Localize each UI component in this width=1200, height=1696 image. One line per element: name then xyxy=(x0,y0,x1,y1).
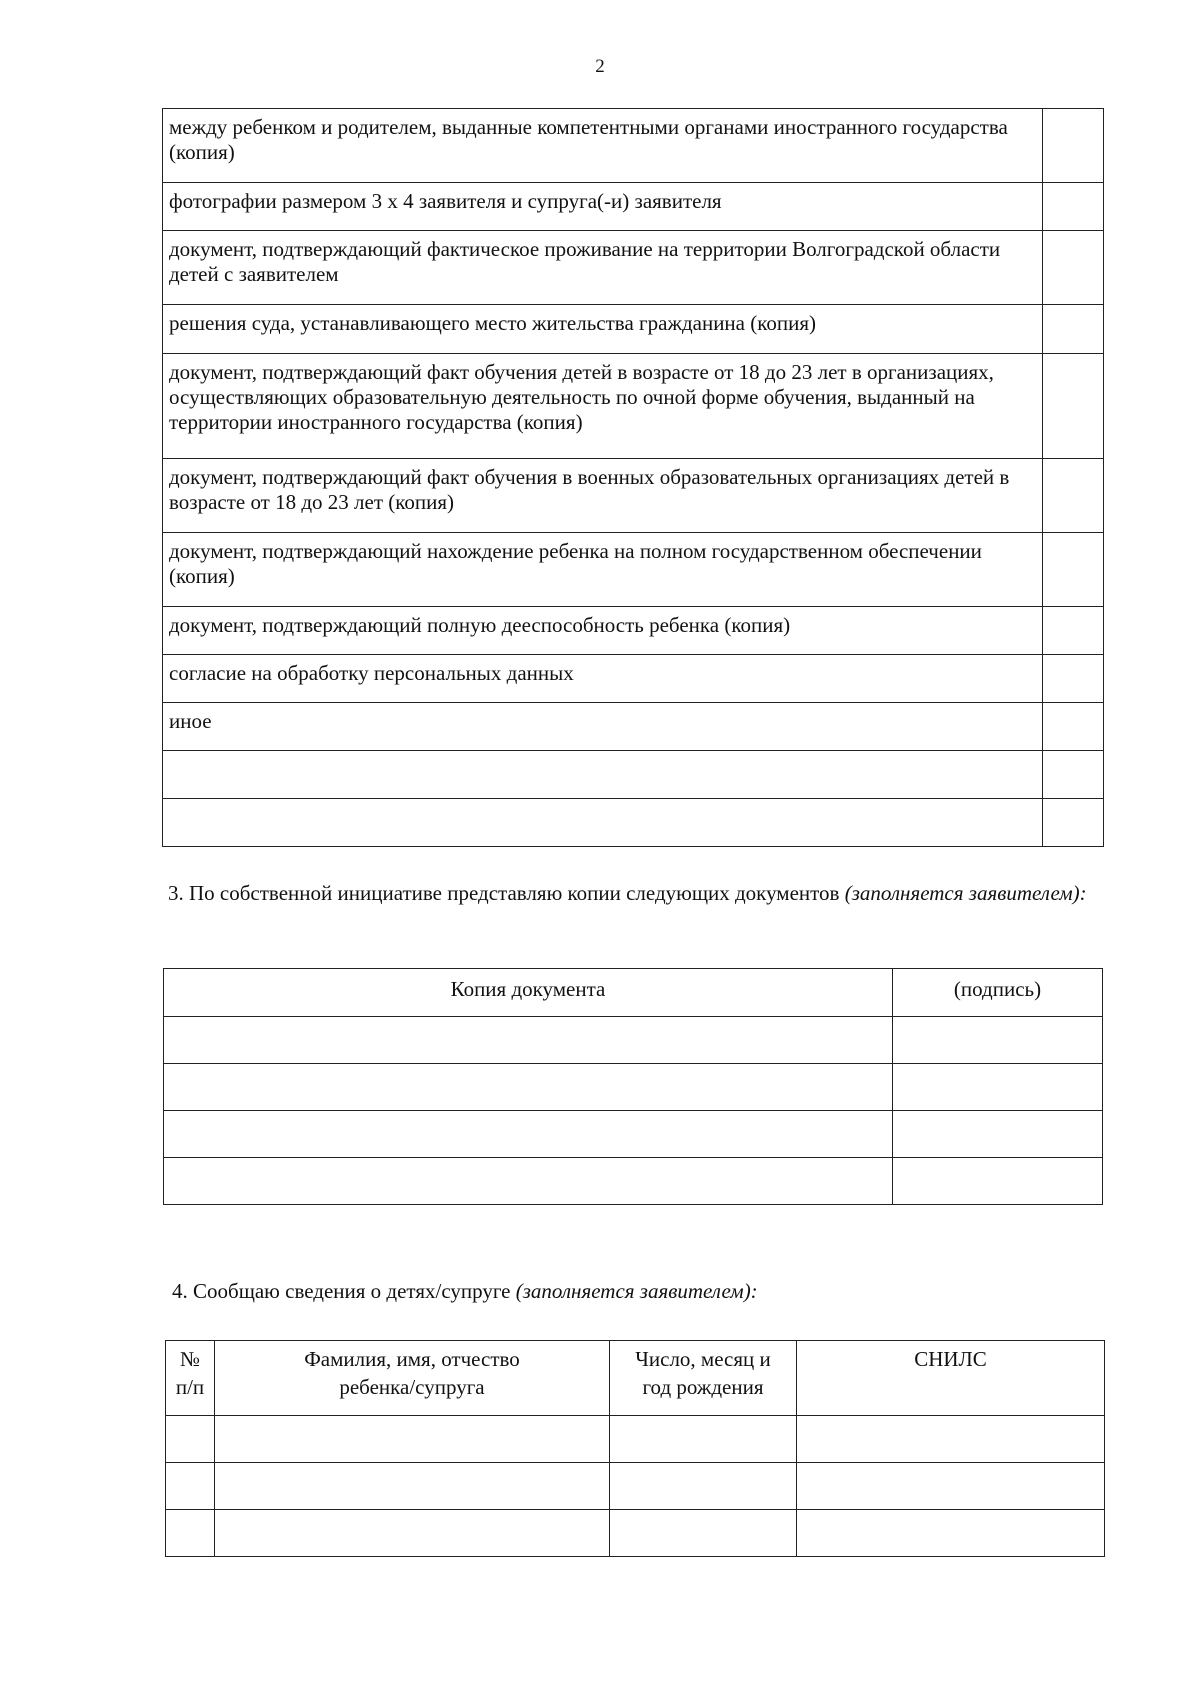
table-row xyxy=(163,799,1104,847)
column-header-document: Копия документа xyxy=(164,969,893,1017)
snils-cell[interactable] xyxy=(797,1416,1105,1463)
checkbox-cell[interactable] xyxy=(1043,655,1104,703)
number-cell[interactable] xyxy=(166,1510,215,1557)
document-name: между ребенком и родителем, выданные компетентными органами иностранного государства (копия) xyxy=(163,109,1043,183)
signature-cell[interactable] xyxy=(893,1064,1103,1111)
section-4-text: 4. Сообщаю сведения о детях/супруге xyxy=(172,1279,511,1303)
table-row xyxy=(166,1463,1105,1510)
checkbox-cell[interactable] xyxy=(1043,305,1104,354)
full-name-cell[interactable] xyxy=(215,1463,610,1510)
table-row xyxy=(163,703,1104,751)
section-3-note: (заполняется заявителем): xyxy=(844,881,1087,905)
documents-table xyxy=(162,108,1104,847)
document-cell[interactable] xyxy=(164,1064,893,1111)
section-3-text: 3. По собственной инициативе представляю копии следующих документов xyxy=(168,881,840,905)
checkbox-cell[interactable] xyxy=(1043,183,1104,231)
header-line: п/п xyxy=(175,1375,205,1399)
table-row xyxy=(163,183,1104,231)
table-row xyxy=(163,231,1104,305)
header-line: № xyxy=(179,1347,201,1371)
number-cell[interactable] xyxy=(166,1463,215,1510)
number-cell[interactable] xyxy=(166,1416,215,1463)
table-row xyxy=(164,1158,1103,1205)
checkbox-cell[interactable] xyxy=(1043,533,1104,607)
section-3-heading xyxy=(168,880,1102,907)
document-cell[interactable] xyxy=(164,1111,893,1158)
table-row xyxy=(163,655,1104,703)
column-header-full-name xyxy=(215,1341,610,1416)
table-row xyxy=(166,1416,1105,1463)
table-row xyxy=(163,459,1104,533)
header-line: ребенка/супруга xyxy=(339,1375,485,1399)
table-header-row xyxy=(166,1341,1105,1416)
signature-cell[interactable] xyxy=(893,1017,1103,1064)
table-row xyxy=(163,607,1104,655)
table-row xyxy=(163,751,1104,799)
document-name: документ, подтверждающий факт обучения детей в возрасте от 18 до 23 лет в организациях, осуществляющих образовательную деятельность по очной форме обучения, выданный на территории иностранного государства (копия) xyxy=(163,354,1043,459)
checkbox-cell[interactable] xyxy=(1043,607,1104,655)
document-name: фотографии размером 3 х 4 заявителя и супруга(-и) заявителя xyxy=(163,183,1043,231)
table-row xyxy=(164,1017,1103,1064)
snils-cell[interactable] xyxy=(797,1510,1105,1557)
document-name-blank[interactable] xyxy=(163,751,1043,799)
column-header-number xyxy=(166,1341,215,1416)
header-line: Число, месяц и xyxy=(635,1347,771,1371)
section-4-note: (заполняется заявителем): xyxy=(515,1279,758,1303)
full-name-cell[interactable] xyxy=(215,1510,610,1557)
document-name: документ, подтверждающий полную дееспособность ребенка (копия) xyxy=(163,607,1043,655)
column-header-signature: (подпись) xyxy=(893,969,1103,1017)
checkbox-cell[interactable] xyxy=(1043,751,1104,799)
checkbox-cell[interactable] xyxy=(1043,459,1104,533)
header-line: год рождения xyxy=(642,1375,764,1399)
birth-date-cell[interactable] xyxy=(610,1416,797,1463)
snils-cell[interactable] xyxy=(797,1463,1105,1510)
document-name: решения суда, устанавливающего место жительства гражданина (копия) xyxy=(163,305,1043,354)
children-table xyxy=(165,1340,1105,1557)
document-cell[interactable] xyxy=(164,1017,893,1064)
document-name: документ, подтверждающий факт обучения в военных образовательных организациях детей в возрасте от 18 до 23 лет (копия) xyxy=(163,459,1043,533)
document-name: документ, подтверждающий нахождение ребенка на полном государственном обеспечении (копия) xyxy=(163,533,1043,607)
document-cell[interactable] xyxy=(164,1158,893,1205)
table-row xyxy=(164,1064,1103,1111)
column-header-birth-date xyxy=(610,1341,797,1416)
column-header-snils: СНИЛС xyxy=(797,1341,1105,1416)
full-name-cell[interactable] xyxy=(215,1416,610,1463)
signature-cell[interactable] xyxy=(893,1111,1103,1158)
table-row xyxy=(163,305,1104,354)
table-row xyxy=(166,1510,1105,1557)
document-name-blank[interactable] xyxy=(163,799,1043,847)
table-row xyxy=(164,1111,1103,1158)
table-row xyxy=(163,354,1104,459)
checkbox-cell[interactable] xyxy=(1043,354,1104,459)
document-name: иное xyxy=(163,703,1043,751)
table-header-row xyxy=(164,969,1103,1017)
checkbox-cell[interactable] xyxy=(1043,703,1104,751)
birth-date-cell[interactable] xyxy=(610,1510,797,1557)
header-line: Фамилия, имя, отчество xyxy=(304,1347,520,1371)
checkbox-cell[interactable] xyxy=(1043,799,1104,847)
document-name: согласие на обработку персональных данных xyxy=(163,655,1043,703)
table-row xyxy=(163,533,1104,607)
table-row xyxy=(163,109,1104,183)
birth-date-cell[interactable] xyxy=(610,1463,797,1510)
page-number: 2 xyxy=(595,56,605,77)
document-name: документ, подтверждающий фактическое проживание на территории Волгоградской области детей с заявителем xyxy=(163,231,1043,305)
checkbox-cell[interactable] xyxy=(1043,109,1104,183)
checkbox-cell[interactable] xyxy=(1043,231,1104,305)
copies-table xyxy=(163,968,1103,1205)
section-4-heading xyxy=(172,1278,1104,1305)
signature-cell[interactable] xyxy=(893,1158,1103,1205)
